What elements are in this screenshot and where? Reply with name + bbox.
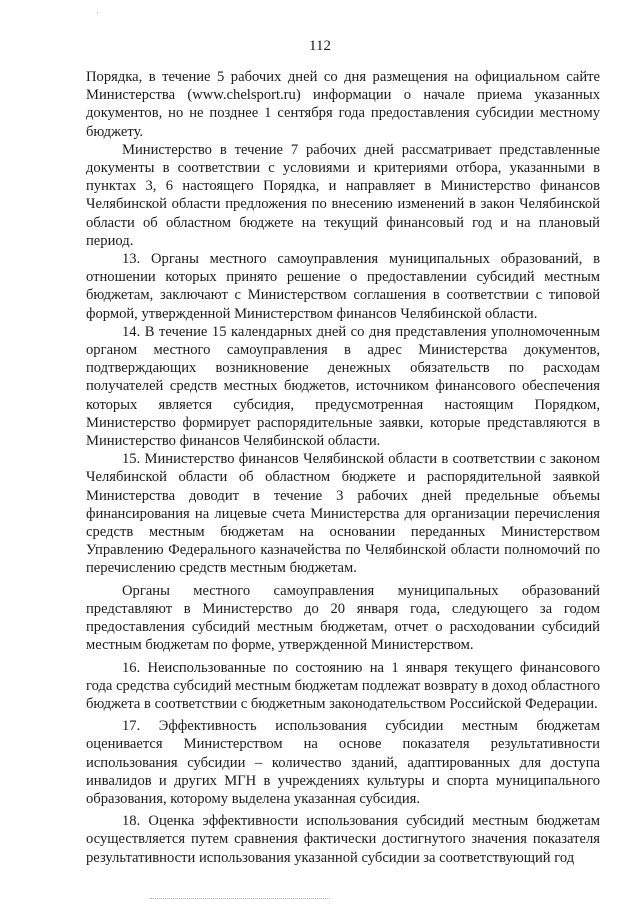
paragraph-14: 14. В течение 15 календарных дней со дня представления уполномоченным органом местного самоуправления в адрес Министерства документов, подтверждающих возникновение денежных обязательств по расходам получателей средств местных бюджетов, источником финансового обеспечения которых является субсидия, предусмотренная настоящим Порядком, Министерство формирует распорядительные заявки, которые представляются в Министерство финансов Челябинской области. [86,323,600,450]
paragraph-17: 17. Эффективность использования субсидии местным бюджетам оценивается Министерством на основе показателя результативности использования субсидии – количество зданий, адаптированных для доступа инвалидов и других МГН в учреждениях культуры и спорта муниципального образования, которому выделена указанная субсидия. [86,718,600,807]
scan-margin-mark: · [96,8,99,18]
paragraph-13: 13. Органы местного самоуправления муниципальных образований, в отношении которых принято решение о предоставлении субсидий местным бюджетам, заключают с Министерством соглашения в соответствии с типовой формой, утвержденной Министерством финансов Челябинской области. [86,251,600,322]
paragraph-16: 16. Неиспользованные по состоянию на 1 января текущего финансового года средства субсидий местным бюджетам подлежат возврату в доход областного бюджета в соответствии с бюджетным законодательством Российской Федерации. [86,659,600,712]
document-body [86,68,600,867]
paragraph-15: 15. Министерство финансов Челябинской области в соответствии с законом Челябинской области об областном бюджете и распорядительной заявкой Министерства доводит в течение 3 рабочих дней предельные объемы финансирования на лицевые счета Министерства для организации перечисления средств местным бюджетам на основании переданных Министерством Управлению Федерального казначейства по Челябинской области полномочий по перечислению средств местным бюджетам. [86,451,600,577]
page-number: 112 [309,38,331,54]
paragraph-report: Органы местного самоуправления муниципальных образований представляют в Министерство до 20 января года, следующего за годом предоставления субсидий местным бюджетам, отчет о расходовании субсидий местным бюджетам по форме, утвержденной Министерством. [86,582,600,654]
paragraph-18: 18. Оценка эффективности использования субсидий местным бюджетам осуществляется путем сравнения фактически достигнутого значения показателя результативности использования указанной субсидии за соответствующий год [86,813,600,866]
paragraph-continuation: Порядка, в течение 5 рабочих дней со дня размещения на официальном сайте Министерства (www.chelsport.ru) информации о начале приема указанных документов, но не позднее 1 сентября года предоставления субсидии местному бюджету. [86,69,600,140]
scan-bottom-edge [150,898,330,899]
paragraph-ministry-review: Министерство в течение 7 рабочих дней рассматривает представленные документы в соответствии с условиями и критериями отбора, указанными в пунктах 3, 6 настоящего Порядка, и направляет в Министерство финансов Челябинской области предложения по внесению изменений в закон Челябинской области об областном бюджете на текущий финансовый год и на плановый период. [86,141,600,249]
